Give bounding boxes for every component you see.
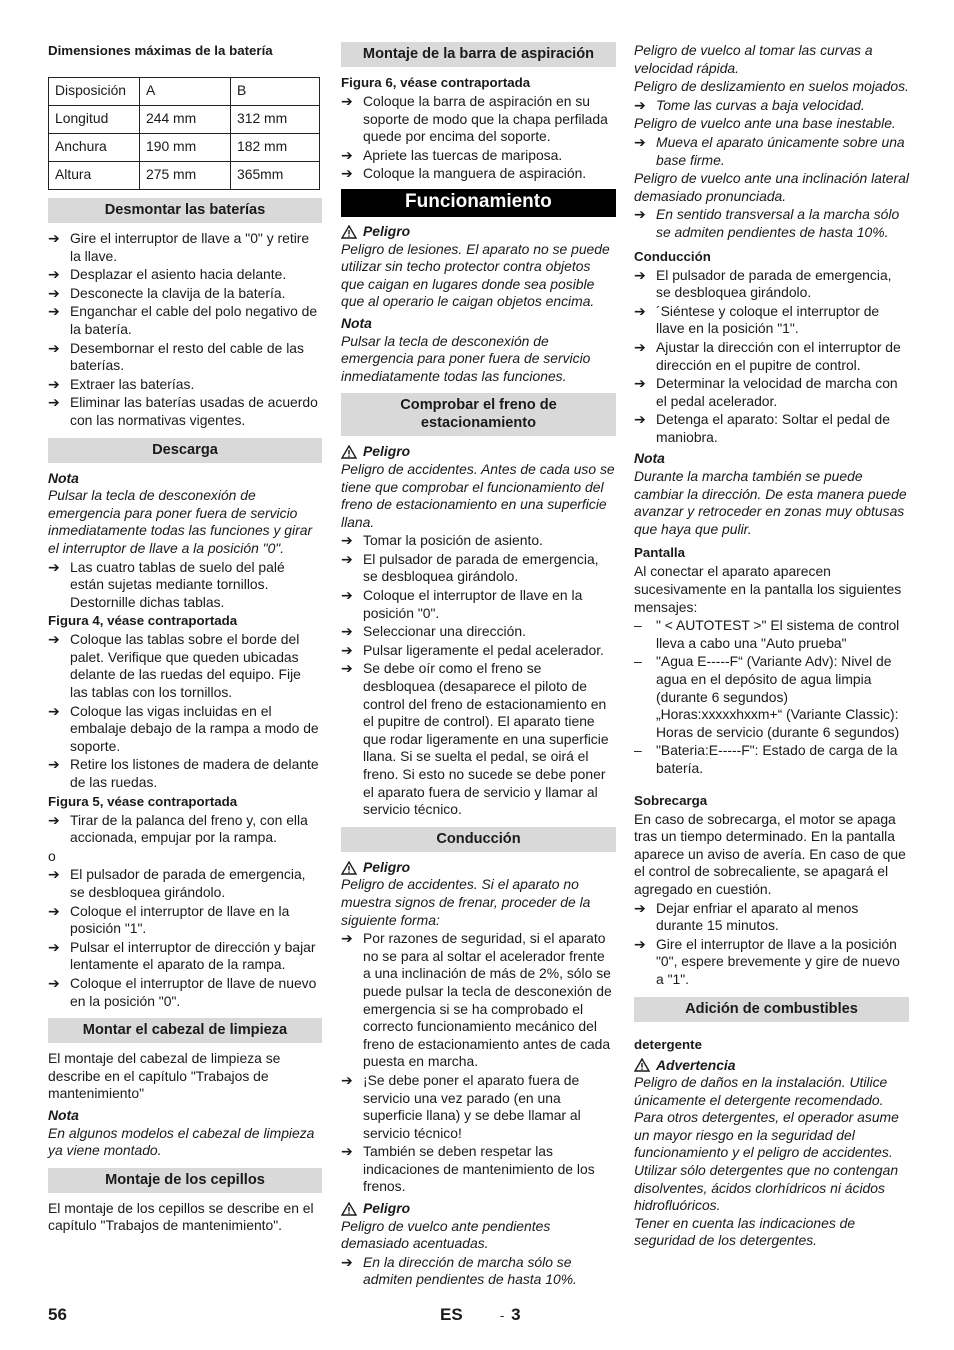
warning-icon: [341, 225, 357, 239]
note-label: Nota: [341, 314, 372, 331]
list-item: – "Agua E-----F“ (Variante Adv): Nivel de agua en el depósito de agua limpia (durante 6 segundos) „Horas:xxxxxhxxm+“ (Variante Classic): Horas de servicio (durante 6 segundos): [634, 653, 900, 740]
list-item: ➔ Tomar la posición de asiento.: [341, 532, 543, 549]
note-text: Pulsar la tecla de desconexión de emergencia para poner fuera de servicio inmediatamente todas las funciones y girar el interruptor de llave a la posición "0".: [48, 487, 313, 556]
section-heading: Descarga: [48, 438, 322, 463]
table-cell: Longitud: [49, 106, 140, 134]
danger-label: Peligro: [341, 443, 616, 461]
list-item: ➔ Desconecte la clavija de la batería.: [48, 284, 286, 301]
list-item: ➔ Las cuatro tablas de suelo del palé están sujetas mediante tornillos. Destornille dichas tablas.: [48, 558, 285, 610]
arrow-icon: ➔: [634, 266, 646, 283]
list-item: ➔ Pulsar el interruptor de dirección y bajar lentamente el aparato de la rampa.: [48, 938, 316, 973]
list-item: ➔ Gire el interruptor de llave a "0" y retire la llave.: [48, 230, 310, 264]
danger-text: Peligro de vuelco ante pendientes demasiado acentuadas.: [341, 1217, 551, 1252]
page-number: 56: [48, 1305, 67, 1324]
arrow-icon: ➔: [48, 230, 60, 246]
arrow-icon: ➔: [48, 558, 60, 575]
danger-text: Peligro de deslizamiento en suelos mojados.: [634, 78, 909, 95]
figure-reference: Figura 4, véase contraportada: [48, 613, 238, 629]
list-item: ➔ ¡Se debe poner el aparato fuera de servicio una vez parado (en una superficie llana) y se debe llamar al servicio técnico!: [341, 1071, 581, 1141]
dash-bullet: –: [634, 742, 642, 759]
list-item: ➔ Tome las curvas a baja velocidad.: [634, 96, 865, 113]
section-heading: Conducción: [341, 827, 616, 852]
table-row: [49, 78, 320, 106]
list-item: – "Bateria:E-----F": Estado de carga de la batería.: [634, 742, 898, 776]
arrow-icon: ➔: [48, 974, 60, 991]
table-cell: A: [140, 78, 231, 106]
body-text: Al conectar el aparato aparecen sucesivamente en la pantalla los siguientes mensajes:: [634, 563, 902, 615]
arrow-icon: ➔: [48, 866, 60, 883]
list-item: ➔ Coloque la barra de aspiración en su soporte de modo que la chapa perfilada quede por encima del soporte.: [341, 93, 608, 145]
figure-reference: Figura 6, véase contraportada: [341, 75, 531, 90]
list-item: ➔ Pulsar ligeramente el pedal acelerador.: [341, 641, 604, 658]
arrow-icon: ➔: [341, 1143, 353, 1160]
arrow-icon: ➔: [341, 660, 353, 677]
arrow-icon: ➔: [341, 641, 353, 658]
table-cell: B: [231, 78, 320, 106]
arrow-icon: ➔: [48, 394, 60, 411]
note-text: Durante la marcha también se puede cambiar la dirección. De esta manera puede avanzar y retroceder en zonas muy obtusas que haya que pulir.: [634, 468, 907, 537]
arrow-icon: ➔: [48, 938, 60, 955]
or-text: o: [48, 847, 56, 864]
warning-icon: [341, 1202, 357, 1216]
table-cell: Disposición: [49, 78, 140, 106]
list-item: ➔ Dejar enfriar el aparato al menos durante 15 minutos.: [634, 899, 859, 934]
arrow-icon: ➔: [48, 902, 60, 919]
arrow-icon: ➔: [341, 623, 353, 640]
danger-text: Peligro de vuelco ante una base inestable.: [634, 115, 896, 132]
arrow-icon: ➔: [634, 375, 646, 392]
danger-label: Peligro: [341, 223, 616, 241]
arrow-icon: ➔: [48, 284, 60, 301]
danger-text: Peligro de vuelco ante una inclinación lateral demasiado pronunciada.: [634, 170, 909, 204]
list-item: ➔ En sentido transversal a la marcha sólo se admiten pendientes de hasta 10%.: [634, 206, 900, 240]
warning-icon: [341, 445, 357, 459]
warning-label: Advertencia: [634, 1057, 909, 1075]
body-text: El montaje del cabezal de limpieza se describe en el capítulo "Trabajos de mantenimiento": [48, 1050, 281, 1102]
arrow-icon: ➔: [341, 146, 353, 163]
section-heading: Comprobar el freno de estacionamiento: [341, 393, 616, 436]
arrow-icon: ➔: [634, 935, 646, 952]
dash-bullet: –: [634, 617, 642, 634]
table-cell: 365mm: [231, 162, 320, 190]
dims-title: Dimensiones máximas de la batería: [48, 43, 273, 58]
note-label: Nota: [634, 450, 665, 467]
body-text: El montaje de los cepillos se describe en el capítulo "Trabajos de mantenimiento".: [48, 1199, 314, 1234]
warning-icon: [341, 861, 357, 875]
list-item: ➔ Coloque la manguera de aspiración.: [341, 165, 587, 182]
list-item: ➔ El pulsador de parada de emergencia, se desbloquea girándolo.: [341, 550, 599, 585]
note-text: En algunos modelos el cabezal de limpieza ya viene montado.: [48, 1124, 315, 1159]
list-item: ➔ Por razones de seguridad, si el aparato no se para al soltar el acelerador frente a una inclinación de más de 2%, sólo se puede pulsar la tecla de desconexión de emergencia si se ha comprobado el correcto funcionamiento mecánico del freno de estacionamiento antes de cada puesta en marcha.: [341, 930, 612, 1070]
arrow-icon: ➔: [634, 133, 646, 150]
battery-dimensions-table: [48, 77, 320, 190]
arrow-icon: ➔: [48, 756, 60, 773]
list-item: ➔ Coloque el interruptor de llave en la posición "1".: [48, 902, 290, 937]
arrow-icon: ➔: [48, 303, 60, 320]
danger-label: Peligro: [341, 859, 616, 877]
note-label: Nota: [48, 1106, 79, 1123]
danger-text: Peligro de accidentes. Antes de cada uso se tiene que comprobar el funcionamiento del freno de estacionamiento en una superficie llana.: [341, 460, 615, 530]
list-item: ➔ El pulsador de parada de emergencia, se desbloquea girándolo.: [48, 866, 306, 900]
body-text: En caso de sobrecarga, el motor se apaga tras un tiempo determinado. En la pantalla aparece un aviso de avería. En caso de que el control de sobrecaliente, se apagará el agregado en cuestión.: [634, 810, 906, 897]
arrow-icon: ➔: [634, 96, 646, 113]
section-page-number: [500, 1306, 521, 1325]
warning-text: Peligro de daños en la instalación. Utilice únicamente el detergente recomendado. Para otros detergentes, el operador asume un mayor riesgo en la seguridad del funcionamiento y el peligro de accidentes. Utilizar sólo detergentes que no contengan disolventes, ácidos clorhídricos ni ácidos hidrofluóricos. Tener en cuenta las indicaciones de seguridad de los detergentes.: [634, 1074, 899, 1249]
language-code: ES: [440, 1305, 463, 1324]
arrow-icon: ➔: [48, 702, 60, 719]
arrow-icon: ➔: [634, 411, 646, 428]
arrow-icon: ➔: [48, 266, 60, 283]
subheading: Conducción: [634, 248, 711, 264]
arrow-icon: ➔: [48, 339, 60, 356]
list-item: ➔ Gire el interruptor de llave a la posición "0", espere brevemente y gire de nuevo a "1".: [634, 935, 900, 987]
list-item: ➔ También se deben respetar las indicaciones de mantenimiento de los frenos.: [341, 1143, 595, 1195]
arrow-icon: ➔: [634, 302, 646, 319]
list-item: ➔ Enganchar el cable del polo negativo de la batería.: [48, 303, 318, 337]
arrow-icon: ➔: [341, 532, 353, 549]
table-cell: Altura: [49, 162, 140, 190]
list-item: ➔ En la dirección de marcha sólo se admiten pendientes de hasta 10%.: [341, 1253, 577, 1288]
list-item: ➔ Desplazar el asiento hacia delante.: [48, 266, 287, 283]
list-item: ➔ Tirar de la palanca del freno y, con ella accionada, empujar por la rampa.: [48, 811, 308, 846]
table-cell: 190 mm: [140, 134, 231, 162]
list-item: ➔ Seleccionar una dirección.: [341, 623, 526, 640]
note-label: Nota: [48, 469, 79, 486]
list-item: ➔ Coloque el interruptor de llave en la posición "0".: [341, 587, 583, 621]
list-item: ➔ El pulsador de parada de emergencia, se desbloquea girándolo.: [634, 266, 892, 301]
table-cell: 182 mm: [231, 134, 320, 162]
list-item: ➔ Eliminar las baterías usadas de acuerdo con las normativas vigentes.: [48, 394, 318, 428]
arrow-icon: ➔: [48, 631, 60, 648]
subheading: detergente: [634, 1036, 702, 1052]
arrow-icon: ➔: [341, 1253, 353, 1270]
list-item: ➔ Detenga el aparato: Soltar el pedal de maniobra.: [634, 411, 890, 445]
arrow-icon: ➔: [341, 1071, 353, 1088]
list-item: ➔ ´Siéntese y coloque el interruptor de llave en la posición "1".: [634, 302, 880, 337]
arrow-icon: ➔: [634, 338, 646, 355]
figure-reference: Figura 5, véase contraportada: [48, 793, 238, 809]
list-item: ➔ Se debe oír como el freno se desbloquea (desaparece el piloto de control del freno de estacionamiento en el pupitre de control). El aparato tiene que rodar ligeramente en una superficie llana. Si se suelta el pedal, se oirá el freno. Si esto no sucede se debe poner el aparato fuera de servicio y llamar al servicio técnico.: [341, 660, 609, 818]
note-text: Pulsar la tecla de desconexión de emergencia para poner fuera de servicio inmediatamente todas las funciones.: [341, 332, 591, 384]
table-row: [49, 106, 320, 134]
section-heading: Adición de combustibles: [634, 997, 909, 1022]
danger-text: Peligro de accidentes. Si el aparato no muestra signos de frenar, proceder de la siguiente forma:: [341, 876, 591, 928]
arrow-icon: ➔: [341, 587, 353, 604]
list-item: ➔ Retire los listones de madera de delante de las ruedas.: [48, 756, 319, 791]
arrow-icon: ➔: [48, 375, 60, 392]
list-item: ➔ Mueva el aparato únicamente sobre una base firme.: [634, 133, 905, 168]
danger-label: Peligro: [341, 1200, 616, 1218]
section-heading: Desmontar las baterías: [48, 198, 322, 223]
section-heading: Montar el cabezal de limpieza: [48, 1018, 322, 1043]
arrow-icon: ➔: [341, 930, 353, 947]
list-item: ➔ Determinar la velocidad de marcha con el pedal acelerador.: [634, 375, 898, 409]
column-3: [634, 42, 909, 1251]
arrow-icon: ➔: [341, 165, 353, 182]
list-item: ➔ Coloque el interruptor de llave de nuevo en la posición "0".: [48, 974, 317, 1009]
table-cell: 312 mm: [231, 106, 320, 134]
arrow-icon: ➔: [48, 811, 60, 828]
footer-dash: -: [500, 1308, 505, 1323]
arrow-icon: ➔: [634, 899, 646, 916]
column-2: [341, 42, 616, 1290]
subheading: Sobrecarga: [634, 792, 708, 808]
subheading: Pantalla: [634, 545, 685, 561]
arrow-icon: ➔: [341, 93, 353, 109]
table-cell: Anchura: [49, 134, 140, 162]
table-cell: 244 mm: [140, 106, 231, 134]
chapter-heading: Funcionamiento: [341, 189, 616, 217]
dash-bullet: –: [634, 653, 642, 670]
danger-text: Peligro de vuelco al tomar las curvas a velocidad rápida.: [634, 42, 873, 76]
arrow-icon: ➔: [634, 206, 646, 223]
list-item: ➔ Coloque las vigas incluidas en el embalaje debajo de la rampa a modo de soporte.: [48, 702, 319, 754]
list-item: ➔ Desembornar el resto del cable de las baterías.: [48, 339, 304, 374]
list-item: ➔ Apriete las tuercas de mariposa.: [341, 146, 563, 163]
table-row: [49, 134, 320, 162]
danger-text: Peligro de lesiones. El aparato no se puede utilizar sin techo protector contra objetos que caigan en lugares donde sea posible que al operario le caigan objetos encima.: [341, 240, 610, 310]
arrow-icon: ➔: [341, 550, 353, 567]
list-item: ➔ Extraer las baterías.: [48, 375, 195, 392]
list-item: – " < AUTOTEST >" El sistema de control lleva a cabo una "Auto prueba": [634, 617, 900, 651]
warning-icon: [634, 1058, 650, 1072]
footer-num: 3: [511, 1305, 521, 1324]
table-row: [49, 162, 320, 190]
list-item: ➔ Ajustar la dirección con el interruptor de dirección en el pupitre de control.: [634, 338, 901, 373]
section-heading: Montaje de los cepillos: [48, 1168, 322, 1193]
table-cell: 275 mm: [140, 162, 231, 190]
section-heading: Montaje de la barra de aspiración: [341, 42, 616, 67]
column-1: [48, 42, 322, 1236]
list-item: ➔ Coloque las tablas sobre el borde del palet. Verifique que queden ubicadas delante de las ruedas del equipo. Fije las tablas con los tornillos.: [48, 631, 301, 701]
